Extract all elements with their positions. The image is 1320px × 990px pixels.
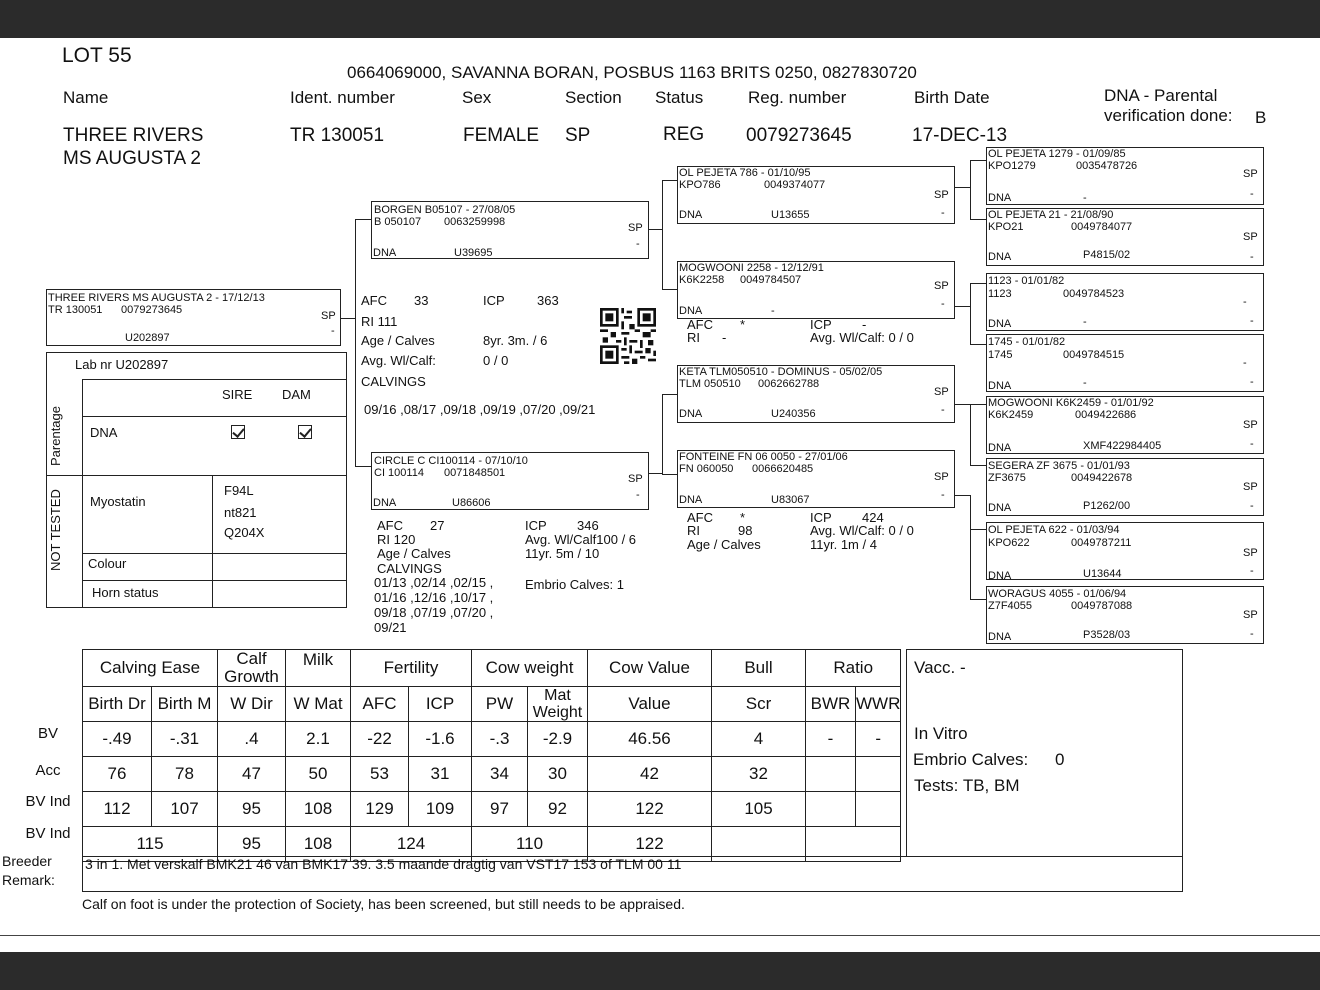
sire-card-reg: 0063259998 [444,216,506,228]
table-row-bv [83,722,901,757]
dam2-calvings-row3: 09/18 ,07/19 ,07/20 , [374,605,494,620]
sire-card-dna-label: DNA [373,247,397,259]
bv-birth-m: -.31 [152,722,218,757]
parentage-label: Parentage [48,406,63,466]
sire-dna-check-icon [231,425,245,439]
ggp6-title: SEGERA ZF 3675 - 01/01/93 [988,460,1130,472]
gp1-dash: - [941,207,945,219]
self-card-title: THREE RIVERS MS AUGUSTA 2 - 17/12/13 [48,292,265,304]
sire-card-title: BORGEN B05107 - 27/08/05 [374,204,516,216]
gp3-title: KETA TLM050510 - DOMINUS - 05/02/05 [679,366,883,378]
ggp3-section: - [1243,296,1247,308]
bv-icp: -1.6 [409,722,472,757]
granddam-sire-card [677,261,955,319]
gp2-ident: K6K2258 [679,274,725,286]
group-cow-value: Cow Value [588,650,712,687]
gp4-reg: 0066620485 [752,463,814,475]
ggp-card-4 [986,334,1264,392]
gp3-dna: U240356 [771,408,816,420]
gp1-title: OL PEJETA 786 - 01/10/95 [679,167,811,179]
qr-code-icon [600,308,656,364]
gp3-dash: - [941,404,945,416]
self-card-section: SP [321,310,336,322]
ggp5-dna: XMF422984405 [1083,440,1162,452]
acc-value: 42 [588,757,712,792]
sub-mat-weight: Mat Weight [528,687,588,722]
ggp7-dna: U13644 [1083,568,1122,580]
ggp2-title: OL PEJETA 21 - 21/08/90 [988,209,1114,221]
self-card-ident: TR 130051 [48,304,103,316]
ggp-card-2 [986,208,1264,266]
in-vitro-label: In Vitro [914,724,968,743]
ind-pw: 97 [472,792,528,827]
dam-card-dna-label: DNA [373,497,397,509]
dam2-calvings-row2: 01/16 ,12/16 ,10/17 , [374,590,494,605]
ggp2-dna: P4815/02 [1083,249,1131,261]
animal-name-line2: MS AUGUSTA 2 [63,148,201,169]
acc-w-dir: 47 [218,757,286,792]
ggp8-ident: Z7F4055 [988,600,1033,612]
ggp5-ident: K6K2459 [988,409,1034,421]
ggp-card-1 [986,147,1264,205]
vacc-info: Vacc. - [914,658,966,677]
myostatin-label: Myostatin [90,494,146,509]
group-fertility: Fertility [351,650,472,687]
lab-dna-label: DNA [90,425,118,440]
acc-bwr [806,757,856,792]
dna-verified-value: B [1255,108,1267,127]
ggp1-dna: - [1083,192,1087,204]
ind-mat-weight: 92 [528,792,588,827]
ggp3-dna-label: DNA [988,318,1012,330]
ggp1-ident: KPO1279 [988,160,1036,172]
ggp4-ident: 1745 [988,349,1013,361]
sub-afc: AFC [351,687,409,722]
gp2-ri: - [722,330,727,345]
gp2-avg: Avg. Wl/Calf: 0 / 0 [810,330,914,345]
gp3-ident: TLM 050510 [679,378,741,390]
gp1-dna: U13655 [771,209,810,221]
remark-label-2: Remark: [2,872,55,888]
myostatin-q204x: Q204X [224,525,265,540]
gp2-title: MOGWOONI 2258 - 12/12/91 [679,262,824,274]
dam-dna-check-icon [298,425,312,439]
acc-birth-dr: 76 [83,757,152,792]
bv-birth-dr: -.49 [83,722,152,757]
not-tested-label: NOT TESTED [48,489,63,571]
dam2-age-label: Age / Calves [377,546,451,561]
ggp6-ident: ZF3675 [988,472,1026,484]
ggp2-dna-label: DNA [988,251,1012,263]
animal-status: REG [663,124,705,145]
dam2-calvings-row4: 09/21 [374,620,407,635]
ggp7-dash: - [1250,565,1254,577]
ggp7-ident: KPO622 [988,537,1030,549]
ggp6-dna: P1262/00 [1083,500,1131,512]
gp4-age: 11yr. 1m / 4 [810,537,877,552]
animal-ident: TR 130051 [290,125,385,146]
ggp4-title: 1745 - 01/01/82 [988,336,1066,348]
group-calving-ease: Calving Ease [83,650,218,687]
gp4-afc-label: AFC [687,510,713,525]
myostatin-f94l: F94L [224,483,254,498]
ggp2-dash: - [1250,251,1254,263]
ggp1-dash: - [1250,188,1254,200]
dam-afc-value: 33 [414,293,429,308]
dam-afc-label: AFC [361,293,387,308]
ggp8-dash: - [1250,628,1254,640]
ggp4-dna-label: DNA [988,380,1012,392]
group-milk: Milk [286,650,351,687]
gp4-avg: Avg. Wl/Calf: 0 / 0 [810,523,914,538]
ggp3-title: 1123 - 01/01/82 [988,275,1065,287]
acc-mat-weight: 30 [528,757,588,792]
embrio-calves-label: Embrio Calves: [913,750,1029,769]
ggp2-reg: 0049784077 [1071,221,1133,233]
gp3-reg: 0062662788 [758,378,820,390]
header-section: Section [565,88,622,107]
acc-pw: 34 [472,757,528,792]
dam-icp-label: ICP [483,293,505,308]
ind-afc: 129 [351,792,409,827]
header-reg: Reg. number [748,88,847,107]
gp2-afc-label: AFC [687,317,713,332]
dam-avg-value: 0 / 0 [483,353,509,368]
dam-avg-label: Avg. Wl/Calf: [361,353,436,368]
sub-w-dir: W Dir [218,687,286,722]
ind-w-dir: 95 [218,792,286,827]
group-bull: Bull [712,650,806,687]
lab-number: Lab nr U202897 [75,357,169,372]
acc-scr: 32 [712,757,806,792]
bv-w-mat: 2.1 [286,722,351,757]
ggp7-reg: 0049787211 [1071,537,1132,549]
myostatin-nt821: nt821 [224,505,257,520]
ggp3-ident: 1123 [988,288,1012,300]
gp2-dna: - [771,305,775,317]
dam2-calvings-row1: 01/13 ,02/14 ,02/15 , [374,575,494,590]
dam-icp-value: 363 [537,293,559,308]
header-status: Status [655,88,704,107]
sub-w-mat: W Mat [286,687,351,722]
ind2-calving-ease: 115 [83,827,218,862]
remark-label-1: Breeder [2,853,52,869]
group-cow-weight: Cow weight [472,650,588,687]
gp2-section: SP [934,280,949,292]
ggp6-dash: - [1250,500,1254,512]
gp3-dna-label: DNA [679,408,703,420]
sub-wwr: WWR [856,687,901,722]
dam2-embrio-calves: Embrio Calves: 1 [525,577,624,592]
gp4-ident: FN 060050 [679,463,734,475]
ggp3-dash: - [1250,315,1254,327]
header-birth: Birth Date [914,88,990,107]
lab-sire-label: SIRE [222,387,253,402]
ind-icp: 109 [409,792,472,827]
dam2-afc-label: AFC [377,518,403,533]
sub-birth-m: Birth M [152,687,218,722]
lab-dam-label: DAM [282,387,311,402]
dam-calvings-label: CALVINGS [361,374,426,389]
ggp7-title: OL PEJETA 622 - 01/03/94 [988,524,1120,536]
ggp1-title: OL PEJETA 1279 - 01/09/85 [988,148,1126,160]
sire-card-dna: U39695 [454,247,493,259]
bv-pw: -.3 [472,722,528,757]
ggp4-dna: - [1083,377,1087,389]
bv-scr: 4 [712,722,806,757]
sire-card-section: SP [628,222,643,234]
ggp5-dna-label: DNA [988,442,1012,454]
ind2-fertility: 124 [351,827,472,862]
sub-pw: PW [472,687,528,722]
ggp2-ident: KPO21 [988,221,1024,233]
gp1-dna-label: DNA [679,209,703,221]
catalogue-page [0,38,1320,952]
ggp1-section: SP [1243,168,1258,180]
sub-birth-dr: Birth Dr [83,687,152,722]
ind2-cow-weight: 110 [472,827,588,862]
sub-bwr: BWR [806,687,856,722]
dam2-ri: RI 120 [377,532,416,547]
dam-card-reg: 0071848501 [444,467,506,479]
sire-card-ident: B 050107 [374,216,422,228]
ggp5-title: MOGWOONI K6K2459 - 01/01/92 [988,397,1154,409]
dam2-calvings-label: CALVINGS [377,561,442,576]
ggp5-section: SP [1243,419,1258,431]
gp4-icp: 424 [862,510,884,525]
header-sex: Sex [462,88,492,107]
ggp3-reg: 0049784523 [1063,288,1125,300]
acc-icp: 31 [409,757,472,792]
ggp6-section: SP [1243,481,1258,493]
ggp4-reg: 0049784515 [1063,349,1125,361]
ggp8-section: SP [1243,609,1258,621]
gp2-icp-label: ICP [810,317,832,332]
ggp-card-3 [986,273,1264,331]
table-row-acc [83,757,901,792]
ggp7-section: SP [1243,547,1258,559]
dam-card-dash: - [636,489,640,501]
header-name: Name [63,88,109,107]
animal-sex: FEMALE [463,125,540,146]
bv-afc: -22 [351,722,409,757]
ind-scr: 105 [712,792,806,827]
dam-card-section: SP [628,473,643,485]
sub-scr: Scr [712,687,806,722]
ggp7-dna-label: DNA [988,570,1012,582]
ind-wwr [856,792,901,827]
bv-mat-weight: -2.9 [528,722,588,757]
gp4-ri: 98 [738,523,753,538]
grandsire-sire-card [677,166,955,224]
ggp1-reg: 0035478726 [1076,160,1138,172]
tests-info: Tests: TB, BM [914,776,1020,795]
header-dna-verification: verification done: [1104,106,1233,125]
table-row-bv-ind [83,792,901,827]
animal-section: SP [565,125,591,146]
sub-value: Value [588,687,712,722]
embrio-calves-value: 0 [1055,750,1065,769]
group-calf-growth: Calf Growth [218,650,286,687]
group-ratio: Ratio [806,650,901,687]
bv-wwr: - [856,722,901,757]
ind-bwr [806,792,856,827]
dam-ri: RI 111 [361,314,398,329]
ind2-calf-growth: 95 [218,827,286,862]
self-card-dna: U202897 [125,332,170,344]
ggp1-dna-label: DNA [988,192,1012,204]
dam2-icp-label: ICP [525,518,547,533]
acc-wwr [856,757,901,792]
gp2-icp: - [862,317,867,332]
header-dna-parental: DNA - Parental [1104,86,1218,105]
ind-w-mat: 108 [286,792,351,827]
acc-w-mat: 50 [286,757,351,792]
gp2-afc: * [740,317,746,332]
gp4-section: SP [934,471,949,483]
ggp6-dna-label: DNA [988,502,1012,514]
horn-status-label: Horn status [92,585,159,600]
dam-card [371,452,649,510]
ggp-card-6 [986,458,1264,516]
ggp2-section: SP [1243,231,1258,243]
ggp-card-8 [986,586,1264,644]
ind-birth-m: 107 [152,792,218,827]
gp2-reg: 0049784507 [740,274,802,286]
acc-afc: 53 [351,757,409,792]
gp2-ri-label: RI [687,330,700,345]
sire-card-dash: - [636,238,640,250]
animal-birth: 17-DEC-13 [912,125,1008,146]
header-ident: Ident. number [290,88,395,107]
self-card [46,289,341,346]
ggp8-title: WORAGUS 4055 - 01/06/94 [988,588,1127,600]
gp1-section: SP [934,189,949,201]
gp4-age-label: Age / Calves [687,537,761,552]
colour-label: Colour [88,556,127,571]
dam-age-label: Age / Calves [361,333,435,348]
grandsire-dam-card [677,365,955,423]
gp2-dna-label: DNA [679,305,703,317]
self-card-reg: 0079273645 [121,304,183,316]
footer-note: Calf on foot is under the protection of Society, has been screened, but still needs to be appraised. [82,896,685,912]
ggp8-reg: 0049787088 [1071,600,1133,612]
ind2-cow-value: 122 [588,827,712,862]
gp4-dna: U83067 [771,494,810,506]
sire-card [371,201,649,259]
dam2-avg: Avg. Wl/Calf100 / 6 [525,532,637,547]
ggp8-dna: P3528/03 [1083,629,1131,641]
gp1-ident: KPO786 [679,179,721,191]
gp4-icp-label: ICP [810,510,832,525]
dam2-age-value: 11yr. 5m / 10 [525,546,600,561]
dam2-icp-value: 346 [577,518,599,533]
dam2-afc-value: 27 [430,518,445,533]
remark-text: 3 in 1. Met verskalf BMK21 46 van BMK17 39. 3.5 maande dragtig van VST17 153 of TLM 00 11 [85,856,682,872]
ind-value: 122 [588,792,712,827]
ggp-card-5 [986,396,1264,454]
gp3-section: SP [934,386,949,398]
ind2-milk: 108 [286,827,351,862]
ggp5-dash: - [1250,438,1254,450]
ggp8-dna-label: DNA [988,631,1012,643]
row-label-acc: Acc [35,762,61,779]
dam-card-title: CIRCLE C CI100114 - 07/10/10 [374,455,528,467]
gp2-dash: - [941,298,945,310]
lot-number: LOT 55 [62,44,132,67]
gp4-afc: * [740,510,746,525]
bottom-divider [0,935,1320,936]
ggp6-reg: 0049422678 [1071,472,1133,484]
granddam-dam-card [677,450,955,508]
ggp5-reg: 0049422686 [1075,409,1137,421]
animal-reg: 0079273645 [746,125,852,146]
ggp-card-7 [986,522,1264,580]
dam-card-dna: U86606 [452,497,491,509]
self-card-dash: - [331,325,335,337]
bv-bwr: - [806,722,856,757]
ind-birth-dr: 112 [83,792,152,827]
breeder-contact: 0664069000, SAVANNA BORAN, POSBUS 1163 BRITS 0250, 0827830720 [347,63,917,82]
ebv-table [82,649,901,862]
gp4-dash: - [941,489,945,501]
sub-icp: ICP [409,687,472,722]
row-label-bv-ind-2: BV Ind [25,825,71,842]
ggp4-dash: - [1250,376,1254,388]
gp4-dna-label: DNA [679,494,703,506]
animal-name-line1: THREE RIVERS [63,125,204,146]
row-label-bv: BV [37,725,58,742]
dam-age-value: 8yr. 3m. / 6 [483,333,548,348]
dam-card-ident: CI 100114 [374,467,424,479]
bv-value: 46.56 [588,722,712,757]
gp4-ri-label: RI [687,523,700,538]
ggp3-dna: - [1083,316,1087,328]
bv-w-dir: .4 [218,722,286,757]
dam-calvings-list: 09/16 ,08/17 ,09/18 ,09/19 ,07/20 ,09/21 [364,402,596,417]
row-label-bv-ind: BV Ind [25,793,71,810]
gp1-reg: 0049374077 [764,179,826,191]
ggp4-section: - [1243,357,1247,369]
gp4-title: FONTEINE FN 06 0050 - 27/01/06 [679,451,848,463]
acc-birth-m: 78 [152,757,218,792]
